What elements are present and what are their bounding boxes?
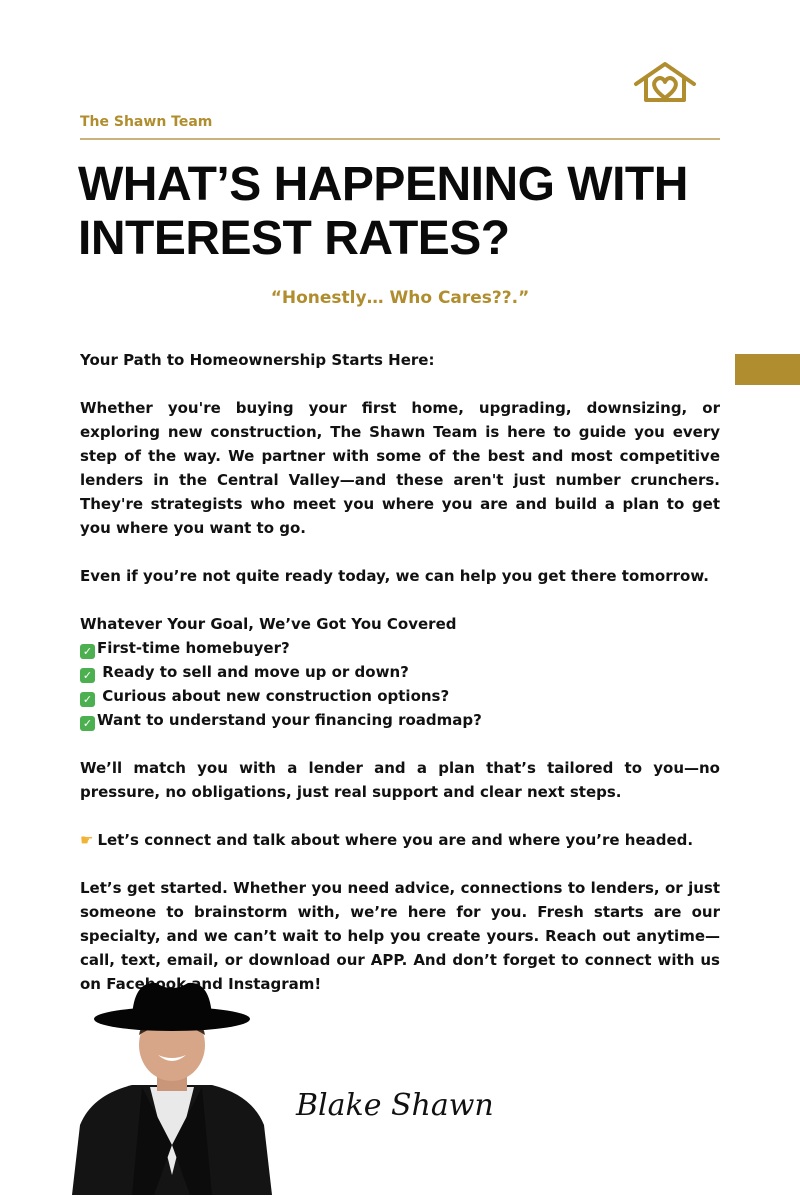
paragraph-path: Whether you're buying your first home, upgrading, downsizing, or exploring new construction, The Shawn Team is here to guide you every step of the way. We partner with some of the best and most competitive lenders in the Central Valley—and these aren't just number crunchers. They're strategists who meet you where you are and build a plan to get you where you want to go. (80, 399, 720, 537)
list-item: ✓ First-time homebuyer? (80, 636, 720, 660)
team-name: The Shawn Team (80, 114, 213, 130)
title-line-2: INTEREST RATES? (78, 212, 510, 265)
list-item: ✓ Curious about new construction options? (80, 684, 720, 708)
goals-list (80, 612, 720, 732)
header-divider (80, 138, 720, 140)
house-heart-icon (632, 60, 698, 104)
list-item: ✓ Ready to sell and move up or down? (80, 660, 720, 684)
checkmark-icon: ✓ (80, 644, 95, 659)
list-item: ✓ Want to understand your financing roadmap? (80, 708, 720, 732)
checkmark-icon: ✓ (80, 692, 95, 707)
paragraph-ready: Even if you’re not quite ready today, we can help you get there tomorrow. (80, 567, 709, 585)
checkmark-icon: ✓ (80, 668, 95, 683)
body-content (80, 348, 720, 1020)
paragraph-get-started: Let’s get started. Whether you need advice, connections to lenders, or just someone to brainstorm with, we’re here for you. Fresh starts are our specialty, and we can’t wait to help you create yours. Reach out anytime—call, text, email, or download our APP. And don’t forget to connect with us on Facebook and Instagram! (80, 879, 720, 993)
paragraph-match: We’ll match you with a lender and a plan that’s tailored to you—no pressure, no obligations, just real support and clear next steps. (80, 759, 720, 801)
subtitle-quote: “Honestly… Who Cares??.” (270, 288, 530, 308)
accent-bar (735, 354, 800, 385)
call-to-action: ☛ Let’s connect and talk about where you are and where you’re headed. (80, 831, 694, 849)
checkmark-icon: ✓ (80, 716, 95, 731)
page-title (78, 158, 688, 266)
title-line-1: WHAT’S HAPPENING WITH (78, 158, 688, 211)
goals-heading: Whatever Your Goal, We’ve Got You Covered (80, 615, 457, 633)
agent-portrait-cowboy-hat (72, 975, 272, 1195)
signature: Blake Shawn (296, 1088, 494, 1123)
intro-heading: Your Path to Homeownership Starts Here: (80, 351, 435, 369)
pointing-hand-icon: ☛ (80, 831, 94, 849)
